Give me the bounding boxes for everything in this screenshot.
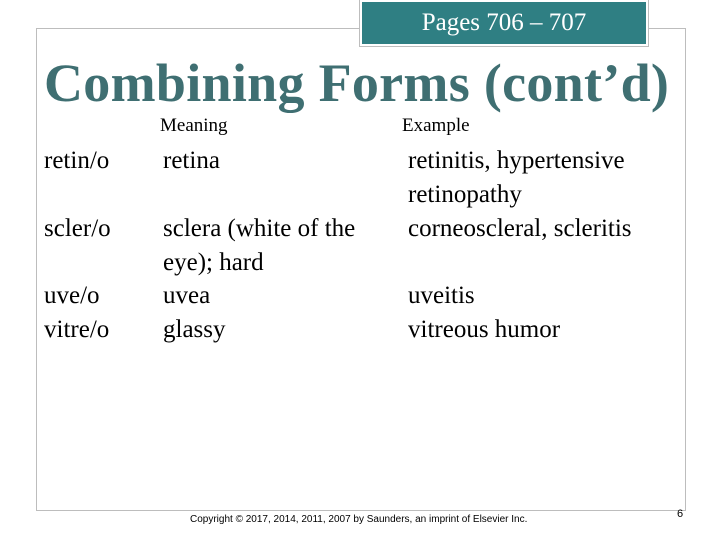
copyright-notice: Copyright © 2017, 2014, 2011, 2007 by Saunders, an imprint of Elsevier Inc. xyxy=(190,514,528,525)
meaning-vitreo: glassy xyxy=(163,316,226,343)
example-vitreo: vitreous humor xyxy=(408,316,561,343)
example-uveo: uveitis xyxy=(408,282,475,309)
term-retino: retin/o xyxy=(44,147,110,174)
slide-number: 6 xyxy=(677,508,684,520)
meaning-uveo: uvea xyxy=(163,282,211,309)
meaning-sclero: sclera (white of the eye); hard xyxy=(163,215,356,276)
term-vitreo: vitre/o xyxy=(44,316,110,343)
example-sclero: corneoscleral, scleritis xyxy=(408,215,632,242)
pages-badge: Pages 706 – 707 xyxy=(360,0,648,46)
meaning-column-header: Meaning xyxy=(160,115,228,136)
term-sclero: scler/o xyxy=(44,215,111,242)
page-title: Combining Forms (cont’d) xyxy=(44,53,670,113)
example-column-header: Example xyxy=(402,115,470,136)
term-uveo: uve/o xyxy=(44,282,100,309)
example-retino: retinitis, hypertensive retinopathy xyxy=(408,147,625,208)
meaning-retino: retina xyxy=(163,147,220,174)
